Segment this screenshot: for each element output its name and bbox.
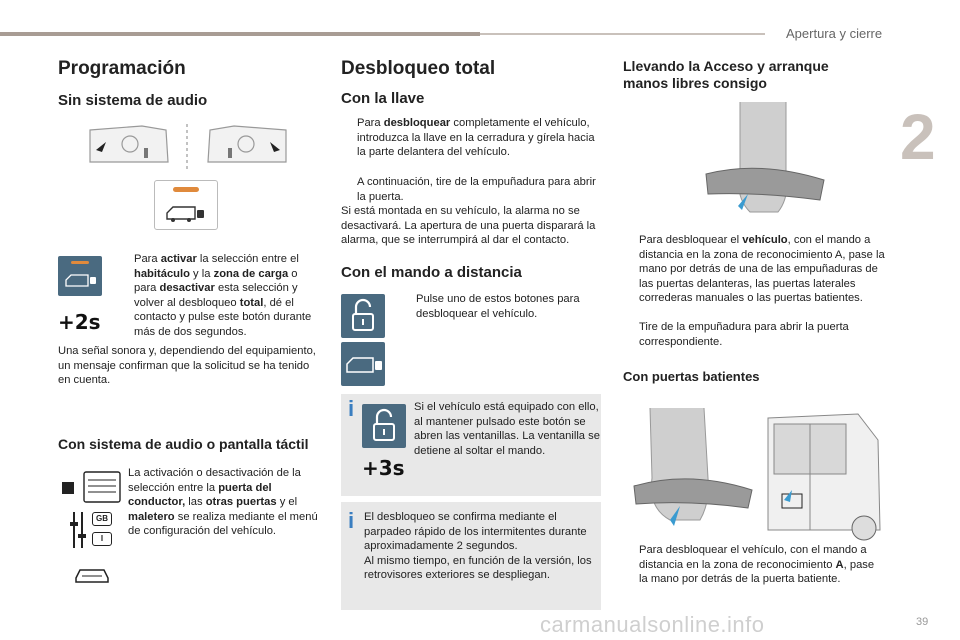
con-audio-text: La activación o desactivación de la selección entre la puerta del conductor, las otras puertas y el maletero se realiza mediante el menú de configuración del vehículo. <box>128 467 318 538</box>
hand-door-handle-illustration <box>700 102 830 232</box>
van-rear-doors-illustration <box>762 410 886 542</box>
van-unlock-button-icon <box>341 342 385 386</box>
car-settings-icon <box>72 562 112 586</box>
header-rule-light <box>480 33 765 35</box>
batientes-bullet: Para desbloquear el vehículo, con el mando a distancia en la zona de reconocimiento A, pase la mano por detrás de la puerta batiente. <box>639 544 875 586</box>
gb-language-icon: GB <box>92 512 112 526</box>
section-title: Apertura y cierre <box>786 26 883 41</box>
programacion-title: Programación <box>58 58 186 79</box>
sin-audio-title: Sin sistema de audio <box>58 92 208 109</box>
mando-title: Con el mando a distancia <box>341 264 522 281</box>
llevando-bullet-2: Tire de la empuñadura para abrir la puerta correspondiente. <box>639 321 849 348</box>
car-doors-illustration <box>86 122 290 172</box>
unlock-button-icon <box>362 404 406 448</box>
header-rule <box>0 32 480 36</box>
van-zone-button-icon <box>58 256 102 296</box>
llave-title: Con la llave <box>341 90 425 107</box>
llave-note: Si está montada en su vehículo, la alarma no se desactivará. La apertura de una puerta disparará la alarma, que se interrumpirá al dar el contacto. <box>341 205 596 247</box>
unlock-button-icon <box>341 294 385 338</box>
llave-bullet-2: A continuación, tire de la empuñadura para abrir la puerta. <box>357 176 596 203</box>
van-lock-icon <box>165 201 207 223</box>
info-indicators-text: El desbloqueo se confirma mediante el parpadeo rápido de los intermitentes durante aproximadamente 2 segundos. Al mismo tiempo, en función de la versión, los retrovisores exteriores se despliegan. <box>364 511 592 582</box>
sin-audio-bullet: Para activar la selección entre el habitáculo y la zona de carga o para desactivar esta selección y volver al desbloqueo total, dé el contacto y pulse este botón durante más de dos segundos. <box>134 253 312 338</box>
info-windows-text: Si el vehículo está equipado con ello, al mantener pulsado este botón se abren las ventanillas. La ventanilla se detiene al soltar el mando. <box>414 401 600 457</box>
hand-handle-batientes-illustration <box>630 408 760 536</box>
llevando-bullet-1: Para desbloquear el vehículo, con el mando a distancia en la zona de reconocimiento A, pase la mano por detrás de una de las empuñaduras de las puertas delanteras, las puertas laterales correderas manuales o las puertas batientes. <box>639 234 885 305</box>
llevando-title-line-1: Llevando la Acceso y arranque <box>623 58 829 74</box>
info-icon: i <box>348 508 355 533</box>
hold-3s-badge: +3s <box>362 456 405 480</box>
con-audio-title: Con sistema de audio o pantalla táctil <box>58 436 309 452</box>
info-icon: i <box>348 396 355 421</box>
i-language-icon: I <box>92 532 112 546</box>
watermark: carmanualsonline.info <box>540 612 765 637</box>
mando-bullet: Pulse uno de estos botones para desbloquear el vehículo. <box>416 293 580 320</box>
led-indicator <box>173 187 199 192</box>
hold-2s-badge: +2s <box>58 310 101 334</box>
remote-button-illustration <box>154 180 218 230</box>
desbloqueo-title: Desbloqueo total <box>341 58 496 79</box>
chapter-number: 2 <box>900 101 936 173</box>
llave-bullet-1: Para desbloquear completamente el vehículo, introduzca la llave en la cerradura y gírela hacia la parte delantera del vehículo. <box>357 117 595 159</box>
page-number: 39 <box>916 616 929 628</box>
sin-audio-note: Una señal sonora y, dependiendo del equipamiento, un mensaje confirman que la solicitud se ha tenido en cuenta. <box>58 345 316 387</box>
llevando-title-line-2: manos libres consigo <box>623 75 767 91</box>
batientes-title: Con puertas batientes <box>623 369 760 384</box>
audio-unit-icon <box>60 470 122 504</box>
